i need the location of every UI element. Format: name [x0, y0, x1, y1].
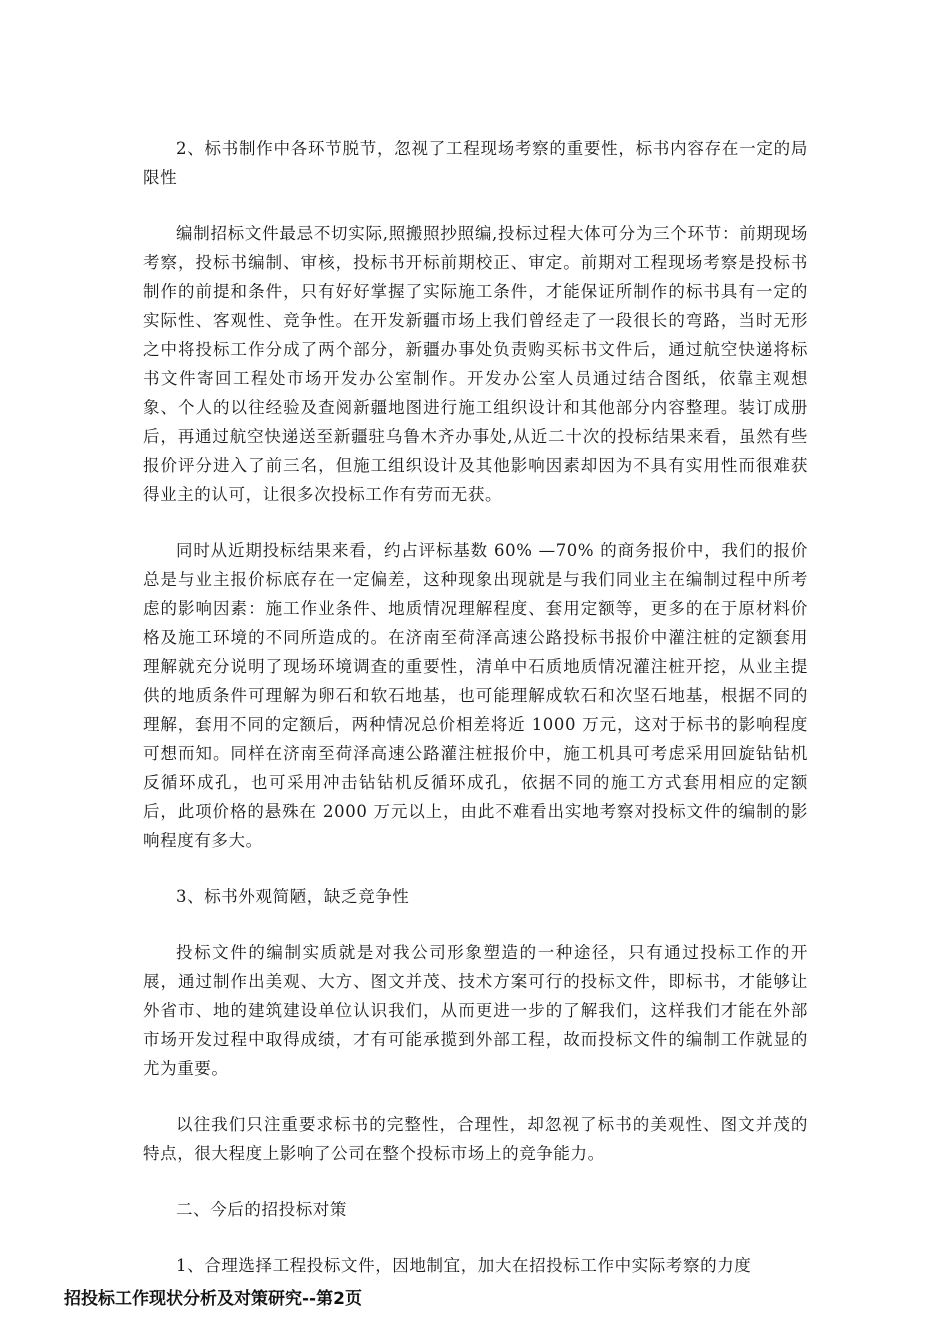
paragraph-completeness: 以往我们只注重要求标书的完整性，合理性，却忽视了标书的美观性、图文并茂的特点，很大程度上影响了公司在整个投标市场上的竞争能力。 — [143, 1115, 808, 1163]
document-body — [143, 134, 808, 1280]
paragraph-site-survey: 编制招标文件最忌不切实际,照搬照抄照编,投标过程大体可分为三个环节：前期现场考察，投标书编制、审核，投标书开标前期校正、审定。前期对工程现场考察是投标书制作的前提和条件，只有好好掌握了实际施工条件，才能保证所制作的标书具有一定的实际性、客观性、竞争性。在开发新疆市场上我们曾经走了一段很长的弯路，当时无形之中将投标工作分成了两个部分，新疆办事处负责购买标书文件后，通过航空快递将标书文件寄回工程处市场开发办公室制作。开发办公室人员通过结合图纸，依靠主观想象、个人的以往经验及查阅新疆地图进行施工组织设计和其他部分内容整理。装订成册后，再通过航空快递送至新疆驻乌鲁木齐办事处,从近二十次的投标结果来看，虽然有些报价评分进入了前三名，但施工组织设计及其他影响因素却因为不具有实用性而很难获得业主的认可，让很多次投标工作有劳而无获。 — [143, 224, 808, 504]
section-heading-disconnect: 2、标书制作中各环节脱节，忽视了工程现场考察的重要性，标书内容存在一定的局限性 — [143, 139, 808, 187]
paragraph-bid-document-image: 投标文件的编制实质就是对我公司形象塑造的一种途径，只有通过投标工作的开展，通过制作出美观、大方、图文并茂、技术方案可行的投标文件，即标书，才能够让外省市、地的建筑建设单位认识我们，从而更进一步的了解我们，这样我们才能在外部市场开发过程中取得成绩，才有可能承揽到外部工程，故而投标文件的编制工作就显的尤为重要。 — [143, 943, 808, 1078]
section-heading-site-inspection: 1、合理选择工程投标文件，因地制宜，加大在招投标工作中实际考察的力度 — [176, 1256, 752, 1275]
section-heading-appearance: 3、标书外观简陋，缺乏竞争性 — [176, 887, 410, 906]
page-footer: 招投标工作现状分析及对策研究--第2页 — [64, 1289, 362, 1309]
paragraph-quotation-deviation: 同时从近期投标结果来看，约占评标基数 60% —70% 的商务报价中，我们的报价总是与业主报价标底存在一定偏差，这种现象出现就是与我们同业主在编制过程中所考虑的影响因素：施工作业条件、地质情况理解程度、套用定额等，更多的在于原材料价格及施工环境的不同所造成的。在济南至荷泽高速公路投标书报价中灌注桩的定额套用理解就充分说明了现场环境调查的重要性，清单中石质地质情况灌注桩开挖，从业主提供的地质条件可理解为卵石和软石地基，也可能理解成软石和次坚石地基，根据不同的理解，套用不同的定额后，两种情况总价相差将近 1000 万元，这对于标书的影响程度可想而知。同样在济南至荷泽高速公路灌注桩报价中，施工机具可考虑采用回旋钻钻机反循环成孔，也可采用冲击钻钻机反循环成孔，依据不同的施工方式套用相应的定额后，此项价格的悬殊在 2000 万元以上，由此不难看出实地考察对投标文件的编制的影响程度有多大。 — [143, 541, 808, 850]
section-heading-countermeasures: 二、今后的招投标对策 — [176, 1200, 347, 1219]
